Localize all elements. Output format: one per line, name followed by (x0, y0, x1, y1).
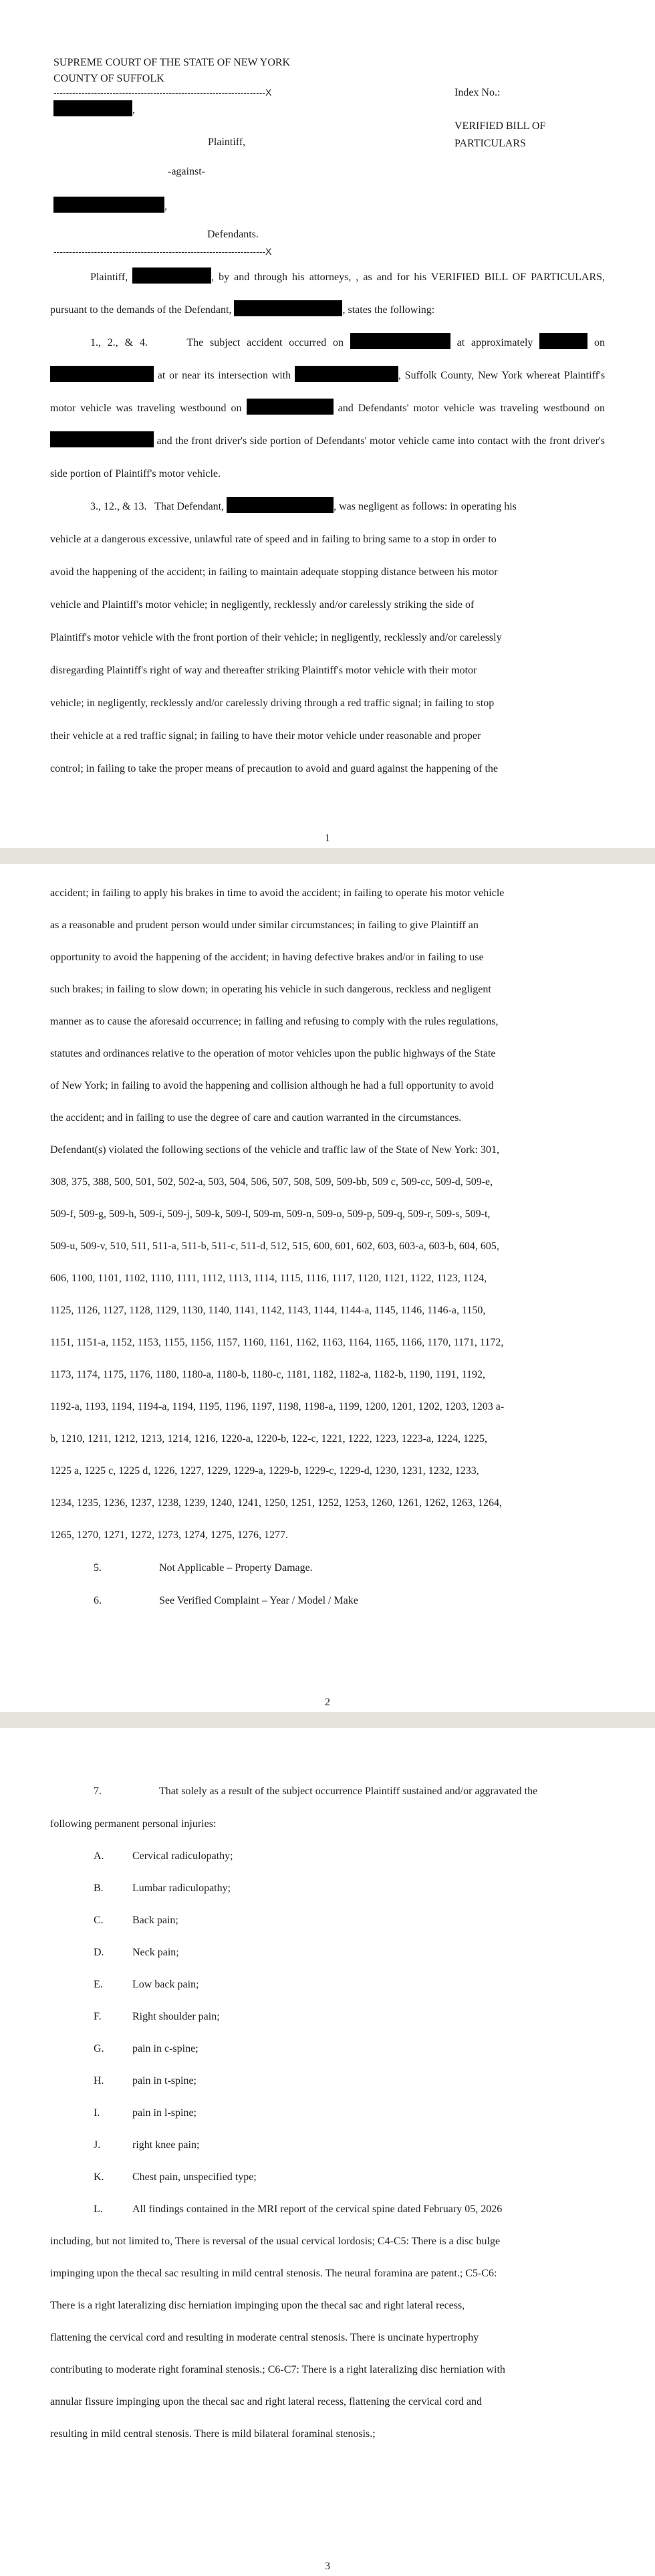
comma: , (164, 201, 167, 212)
item-7 (50, 1775, 605, 1808)
comma: , (132, 104, 135, 116)
text-run: motor vehicle came into contact with the front driver's side portion of Plaintiff's motor vehicle. (50, 435, 606, 479)
text-run: That Defendant, (154, 501, 225, 512)
paragraph-1 (50, 326, 605, 490)
court-name (53, 55, 290, 87)
against-label: -against- (168, 166, 205, 177)
item-number: 7. (94, 1786, 102, 1797)
document-page-3 (0, 1728, 655, 2576)
text-line: 1265, 1270, 1271, 1272, 1273, 1274, 1275, 1276, 1277. (50, 1529, 288, 1541)
injury-letter: L. (94, 2204, 103, 2215)
injury-item (50, 1969, 605, 2001)
paragraph-3-continued (50, 523, 605, 785)
text-line: as a reasonable and prudent person would under similar circumstances; in failing to give Plaintiff an (50, 920, 479, 931)
text-line: 1151, 1151-a, 1152, 1153, 1155, 1156, 1157, 1160, 1161, 1162, 1163, 1164, 1165, 1166, 1170, 1171, 1172, (50, 1337, 504, 1348)
text-run: whereat Plaintiff's motor vehicle was traveling westbound on (50, 370, 606, 414)
intro-paragraph (50, 261, 605, 326)
text-line: 1173, 1174, 1175, 1176, 1180, 1180-a, 1180-b, 1180-c, 1181, 1182, 1182-a, 1182-b, 1190, 1191, 1192, (50, 1369, 486, 1380)
text-line: such brakes; in failing to slow down; in operating his vehicle in such dangerous, reckless and negligent (50, 984, 491, 995)
text-line: flattening the cervical cord and resulting in moderate central stenosis. There is uncinate hypertrophy (50, 2332, 479, 2343)
item-text: Not Applicable – Property Damage. (159, 1562, 313, 1574)
paragraph-number: 3., 12., & 13. (90, 501, 147, 512)
page-number: 3 (325, 2561, 330, 2572)
redaction-block (50, 366, 154, 382)
injury-text: Cervical radiculopathy; (132, 1850, 233, 1862)
text-line: 1125, 1126, 1127, 1128, 1129, 1130, 1140, 1141, 1142, 1143, 1144, 1144-a, 1145, 1146, 1146-a, 1150, (50, 1305, 486, 1316)
injury-item (50, 1937, 605, 1969)
injury-letter: D. (94, 1947, 104, 1958)
injury-item (50, 1840, 605, 1872)
text-line: resulting in mild central stenosis. There is mild bilateral foraminal stenosis.; (50, 2428, 376, 2440)
text-line: vehicle and Plaintiff's motor vehicle; in negligently, recklessly and/or carelessly striking the side of (50, 599, 475, 611)
text-line: including, but not limited to, There is reversal of the usual cervical lordosis; C4-C5: There is a disc bulge (50, 2236, 501, 2247)
text-line: accident; in failing to apply his brakes in time to avoid the accident; in failing to operate his motor vehicle (50, 887, 505, 899)
case-caption (50, 0, 605, 214)
text-line: their vehicle at a red traffic signal; in failing to have their motor vehicle under reasonable and proper (50, 730, 481, 742)
text-run: PARTICULARS, pursuant to the demands of the Defendant, (50, 272, 606, 316)
document-page-2 (0, 864, 655, 1712)
injury-item (50, 2097, 605, 2129)
text-run: , states the following: (342, 304, 435, 316)
redaction-block (247, 399, 334, 415)
injury-letter: C. (94, 1915, 104, 1926)
text-run: and the front driver's side portion of Defendants' (156, 435, 367, 447)
body-text (50, 1728, 605, 2450)
text-line: statutes and ordinances relative to the operation of motor vehicles upon the public highways of the State (50, 1048, 496, 1059)
text-line: 606, 1100, 1101, 1102, 1110, 1111, 1112, 1113, 1114, 1115, 1116, 1117, 1120, 1121, 1122, 1123, 1124, (50, 1273, 487, 1284)
paragraph-3 (50, 490, 605, 523)
redaction-block (234, 300, 342, 316)
injury-item (50, 2065, 605, 2097)
text-line: Defendant(s) violated the following sections of the vehicle and traffic law of the State of New York: 301, (50, 1144, 499, 1156)
item-text: See Verified Complaint – Year / Model / Make (159, 1595, 358, 1606)
title-line: VERIFIED BILL OF (454, 120, 546, 132)
injury-letter: K. (94, 2171, 104, 2183)
negligence-continued (50, 877, 605, 1551)
plaintiff-name-redacted (53, 100, 135, 116)
text-line: vehicle; in negligently, recklessly and/or carelessly driving through a red traffic signal; in failing to stop (50, 697, 495, 709)
injury-letter: B. (94, 1883, 104, 1894)
text-run: on (594, 337, 606, 348)
injury-item (50, 2033, 605, 2065)
text-run: vehicle was traveling westbound on (443, 403, 606, 414)
injury-letter: J. (94, 2139, 101, 2151)
text-line: impinging upon the thecal sac resulting in mild central stenosis. The neural foramina are patent.; C5-C6: (50, 2268, 497, 2279)
text-line: 1192-a, 1193, 1194, 1194-a, 1194, 1195, 1196, 1197, 1198, 1198-a, 1199, 1200, 1201, 1202, 1203, 1203 a- (50, 1401, 505, 1412)
text-line: There is a right lateralizing disc herniation impinging upon the thecal sac and right lateral recess, (50, 2300, 465, 2311)
text-run: , by and through his attorneys, , as and for his VERIFIED BILL OF (211, 272, 527, 283)
injury-text: pain in t-spine; (132, 2075, 196, 2086)
injury-text: Neck pain; (132, 1947, 179, 1958)
page-number: 2 (325, 1697, 330, 1708)
text-line: 509-u, 509-v, 510, 511, 511-a, 511-b, 511-c, 511-d, 512, 515, 600, 601, 602, 603, 603-a, 603-b, 604, 605, (50, 1241, 499, 1252)
injury-text: Back pain; (132, 1915, 178, 1926)
item-5 (50, 1551, 605, 1584)
plaintiff-label: Plaintiff, (208, 136, 246, 148)
text-line: Plaintiff's motor vehicle with the front portion of their vehicle; in negligently, recklessly and/or carelessly (50, 632, 502, 643)
county-line: COUNTY OF SUFFOLK (53, 73, 164, 84)
injury-letter: A. (94, 1850, 104, 1862)
text-line: 1234, 1235, 1236, 1237, 1238, 1239, 1240, 1241, 1250, 1251, 1252, 1253, 1260, 1261, 1262, 1263, 1264, (50, 1497, 502, 1509)
text-run: at approximately (456, 337, 533, 348)
redaction-block (227, 497, 334, 513)
redaction-block (50, 431, 154, 447)
injury-text: pain in c-spine; (132, 2043, 199, 2054)
item-6 (50, 1584, 605, 1617)
injury-text: pain in l-spine; (132, 2107, 196, 2119)
injury-item-l (50, 2193, 605, 2226)
injury-item (50, 2129, 605, 2161)
text-run: The subject accident occurred on (186, 337, 344, 348)
injury-list (50, 1840, 605, 2193)
caption-bottom (50, 214, 605, 257)
body-text (50, 864, 605, 1617)
text-run: Plaintiff, (90, 272, 128, 283)
text-run: at or near its intersection with (157, 370, 291, 381)
injury-letter: H. (94, 2075, 104, 2086)
text-line: 509-f, 509-g, 509-h, 509-i, 509-j, 509-k, 509-l, 509-m, 509-n, 509-o, 509-p, 509-q, 509-r, 509-s, 509-t, (50, 1208, 491, 1220)
item-number: 5. (94, 1562, 102, 1574)
text-line: b, 1210, 1211, 1212, 1213, 1214, 1216, 1220-a, 1220-b, 122-c, 1221, 1222, 1223, 1223-a, 1224, 1225, (50, 1433, 488, 1444)
injury-letter: I. (94, 2107, 100, 2119)
caption-divider-bottom: --------------------------------------------------------------------X (53, 246, 272, 257)
redaction-block (295, 366, 398, 382)
item-7-continued: following permanent personal injuries: (50, 1818, 217, 1830)
court-line: SUPREME COURT OF THE STATE OF NEW YORK (53, 57, 291, 68)
injury-text: Lumbar radiculopathy; (132, 1883, 231, 1894)
text-line: annular fissure impinging upon the thecal sac and right lateral recess, flattening the cervical cord and (50, 2396, 482, 2407)
injury-letter: E. (94, 1979, 103, 1990)
caption-divider-top: --------------------------------------------------------------------X (53, 87, 272, 98)
text-line: manner as to cause the aforesaid occurrence; in failing and refusing to comply with the rules regulations, (50, 1016, 499, 1027)
injury-letter: F. (94, 2011, 102, 2022)
redaction-block (53, 197, 164, 213)
redaction-block (132, 267, 211, 284)
injury-item (50, 2001, 605, 2033)
document-title (454, 118, 545, 152)
text-line: 308, 375, 388, 500, 501, 502, 502-a, 503, 504, 506, 507, 508, 509, 509-bb, 509 c, 509-cc, 509-d, 509-e, (50, 1176, 493, 1188)
item-text: That solely as a result of the subject occurrence Plaintiff sustained and/or aggravated the (159, 1786, 538, 1797)
injury-text: Right shoulder pain; (132, 2011, 220, 2022)
page-number: 1 (325, 833, 330, 844)
redaction-block (539, 333, 587, 349)
redaction-block (350, 333, 450, 349)
text-run: , Suffolk County, New York (398, 370, 523, 381)
injury-text: All findings contained in the MRI report of the cervical spine dated February 05, 2026 (132, 2204, 503, 2215)
text-line: 1225 a, 1225 c, 1225 d, 1226, 1227, 1229, 1229-a, 1229-b, 1229-c, 1229-d, 1230, 1231, 1232, 1233, (50, 1465, 479, 1477)
text-line: disregarding Plaintiff's right of way and thereafter striking Plaintiff's motor vehicle with their motor (50, 665, 477, 676)
text-line: control; in failing to take the proper means of precaution to avoid and guard against the happening of the (50, 763, 499, 774)
text-line: vehicle at a dangerous excessive, unlawful rate of speed and in failing to bring same to a stop in order to (50, 534, 497, 545)
injury-item (50, 1872, 605, 1905)
mri-findings (50, 2226, 605, 2450)
injury-text: Chest pain, unspecified type; (132, 2171, 257, 2183)
text-line: avoid the happening of the accident; in failing to maintain adequate stopping distance between his motor (50, 566, 498, 578)
injury-item (50, 1905, 605, 1937)
text-run: , was negligent as follows: in operating his (334, 501, 517, 512)
title-line: PARTICULARS (454, 138, 526, 149)
injury-text: Low back pain; (132, 1979, 199, 1990)
text-line: of New York; in failing to avoid the happening and collision although he had a full opportunity to avoid (50, 1080, 494, 1091)
text-run: and Defendants' motor (338, 403, 439, 414)
injury-item (50, 2161, 605, 2193)
injury-letter: G. (94, 2043, 104, 2054)
text-line: the accident; and in failing to use the degree of care and caution warranted in the circumstances. (50, 1112, 462, 1123)
document-page-1 (0, 0, 655, 848)
index-number-label: Index No.: (454, 87, 501, 98)
redaction-block (53, 100, 132, 116)
defendant-name-redacted (53, 197, 167, 213)
text-line: opportunity to avoid the happening of the accident; in having defective brakes and/or in failing to use (50, 952, 484, 963)
body-text (50, 261, 605, 785)
item-number: 6. (94, 1595, 102, 1606)
text-line: contributing to moderate right foraminal stenosis.; C6-C7: There is a right lateralizing disc herniation with (50, 2364, 505, 2375)
defendants-label: Defendants. (207, 229, 259, 240)
paragraph-number: 1., 2., & 4. (90, 337, 148, 348)
injury-text: right knee pain; (132, 2139, 200, 2151)
